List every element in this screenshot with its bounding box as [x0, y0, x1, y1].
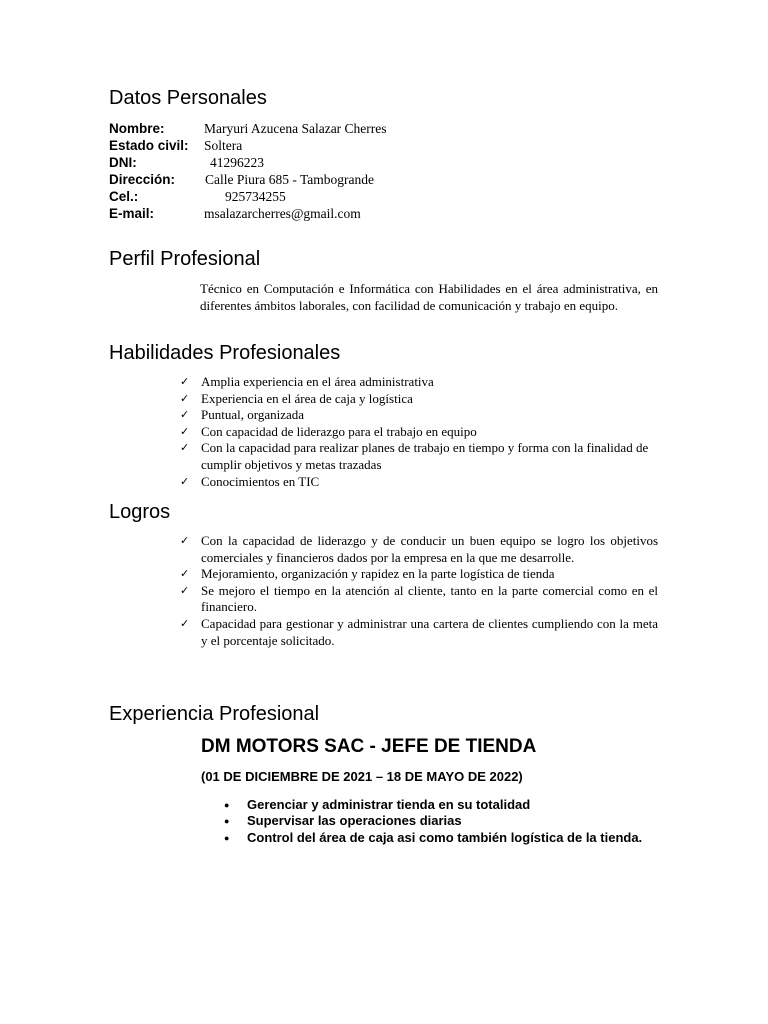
achievements-list [180, 533, 658, 649]
field-label: DNI: [109, 155, 137, 170]
checkmark-icon: ✓ [180, 424, 190, 438]
checkmark-icon: ✓ [180, 375, 190, 388]
list-item-text: Puntual, organizada [201, 407, 305, 423]
field-value: Soltera [204, 138, 243, 153]
field-label: Cel.: [109, 189, 139, 204]
field-label: Estado civil: [109, 138, 189, 153]
checkmark-icon: ✓ [180, 474, 190, 488]
personal-field-email [109, 205, 669, 222]
company-title: DM MOTORS SAC - JEFE DE TIENDA [201, 736, 537, 757]
checkmark-icon: ✓ [180, 583, 190, 597]
checkmark-icon: ✓ [180, 534, 190, 547]
list-item [180, 533, 658, 566]
list-item-text: Conocimientos en TIC [201, 473, 320, 489]
checkmark-icon: ✓ [180, 567, 190, 581]
skills-heading: Habilidades Profesionales [109, 342, 341, 364]
field-value: Maryuri Azucena Salazar Cherres [204, 121, 387, 136]
field-value: Calle Piura 685 - Tambogrande [205, 172, 375, 187]
list-item [180, 474, 658, 491]
checkmark-icon: ✓ [180, 408, 190, 422]
bullet-dot-icon: ● [224, 832, 230, 843]
personal-field-dni [109, 154, 669, 171]
bullet-dot-icon: ● [224, 816, 230, 827]
list-item [180, 391, 658, 408]
list-item-text: Se mejoro el tiempo en la atención al cliente, tanto en la parte comercial como en el financiero. [201, 582, 658, 615]
list-item-text: Amplia experiencia en el área administrativa [201, 374, 434, 389]
list-item [180, 374, 658, 391]
checkmark-icon: ✓ [180, 391, 190, 405]
list-item-text: Con la capacidad de liderazgo y de conducir un buen equipo se logro los objetivos comerciales y financieros dados por la empresa en la que me desarrolle. [201, 533, 658, 565]
list-item [224, 813, 658, 829]
list-item-text: Control del área de caja asi como también logística de la tienda. [247, 829, 643, 845]
bullet-dot-icon: ● [224, 800, 230, 810]
checkmark-icon: ✓ [180, 616, 190, 630]
personal-field-name [109, 120, 669, 137]
achievements-heading: Logros [109, 501, 171, 523]
list-item [224, 830, 658, 846]
list-item-text: Capacidad para gestionar y administrar una cartera de clientes cumpliendo con la meta y el porcentaje solicitado. [201, 615, 658, 648]
field-value: 41296223 [210, 155, 264, 170]
list-item [180, 407, 658, 424]
list-item [180, 440, 658, 473]
list-item-text: Supervisar las operaciones diarias [247, 813, 462, 829]
list-item-text: Gerenciar y administrar tienda en su totalidad [247, 797, 531, 812]
list-item [180, 424, 658, 441]
personal-field-marital-status [109, 137, 669, 154]
list-item-text: Experiencia en el área de caja y logística [201, 390, 413, 406]
personal-data-heading: Datos Personales [109, 87, 267, 109]
personal-field-address [109, 171, 669, 188]
checkmark-icon: ✓ [180, 441, 190, 455]
field-label: Nombre: [109, 121, 165, 136]
list-item-text: Mejoramiento, organización y rapidez en la parte logística de tienda [201, 566, 555, 582]
field-label: Dirección: [109, 172, 176, 187]
list-item [180, 566, 658, 583]
profile-text: Técnico en Computación e Informática con Habilidades en el área administrativa, en diferentes ámbitos laborales, con facilidad de comunicación y trabajo en equipo. [200, 281, 658, 313]
list-item [224, 797, 658, 813]
list-item [180, 583, 658, 616]
field-value: 925734255 [225, 189, 286, 204]
list-item [180, 616, 658, 649]
profile-heading: Perfil Profesional [109, 248, 261, 270]
experience-duties-list [224, 797, 658, 846]
field-label: E-mail: [109, 206, 155, 221]
skills-list [180, 374, 658, 490]
experience-heading: Experiencia Profesional [109, 703, 320, 725]
employment-dates: (01 DE DICIEMBRE DE 2021 – 18 DE MAYO DE 2022) [201, 769, 523, 784]
field-value: msalazarcherres@gmail.com [204, 206, 361, 221]
list-item-text: Con capacidad de liderazgo para el trabajo en equipo [201, 423, 477, 439]
list-item-text: Con la capacidad para realizar planes de trabajo en tiempo y forma con la finalidad de cumplir objetivos y metas trazadas [201, 440, 649, 472]
personal-field-phone [109, 188, 669, 205]
